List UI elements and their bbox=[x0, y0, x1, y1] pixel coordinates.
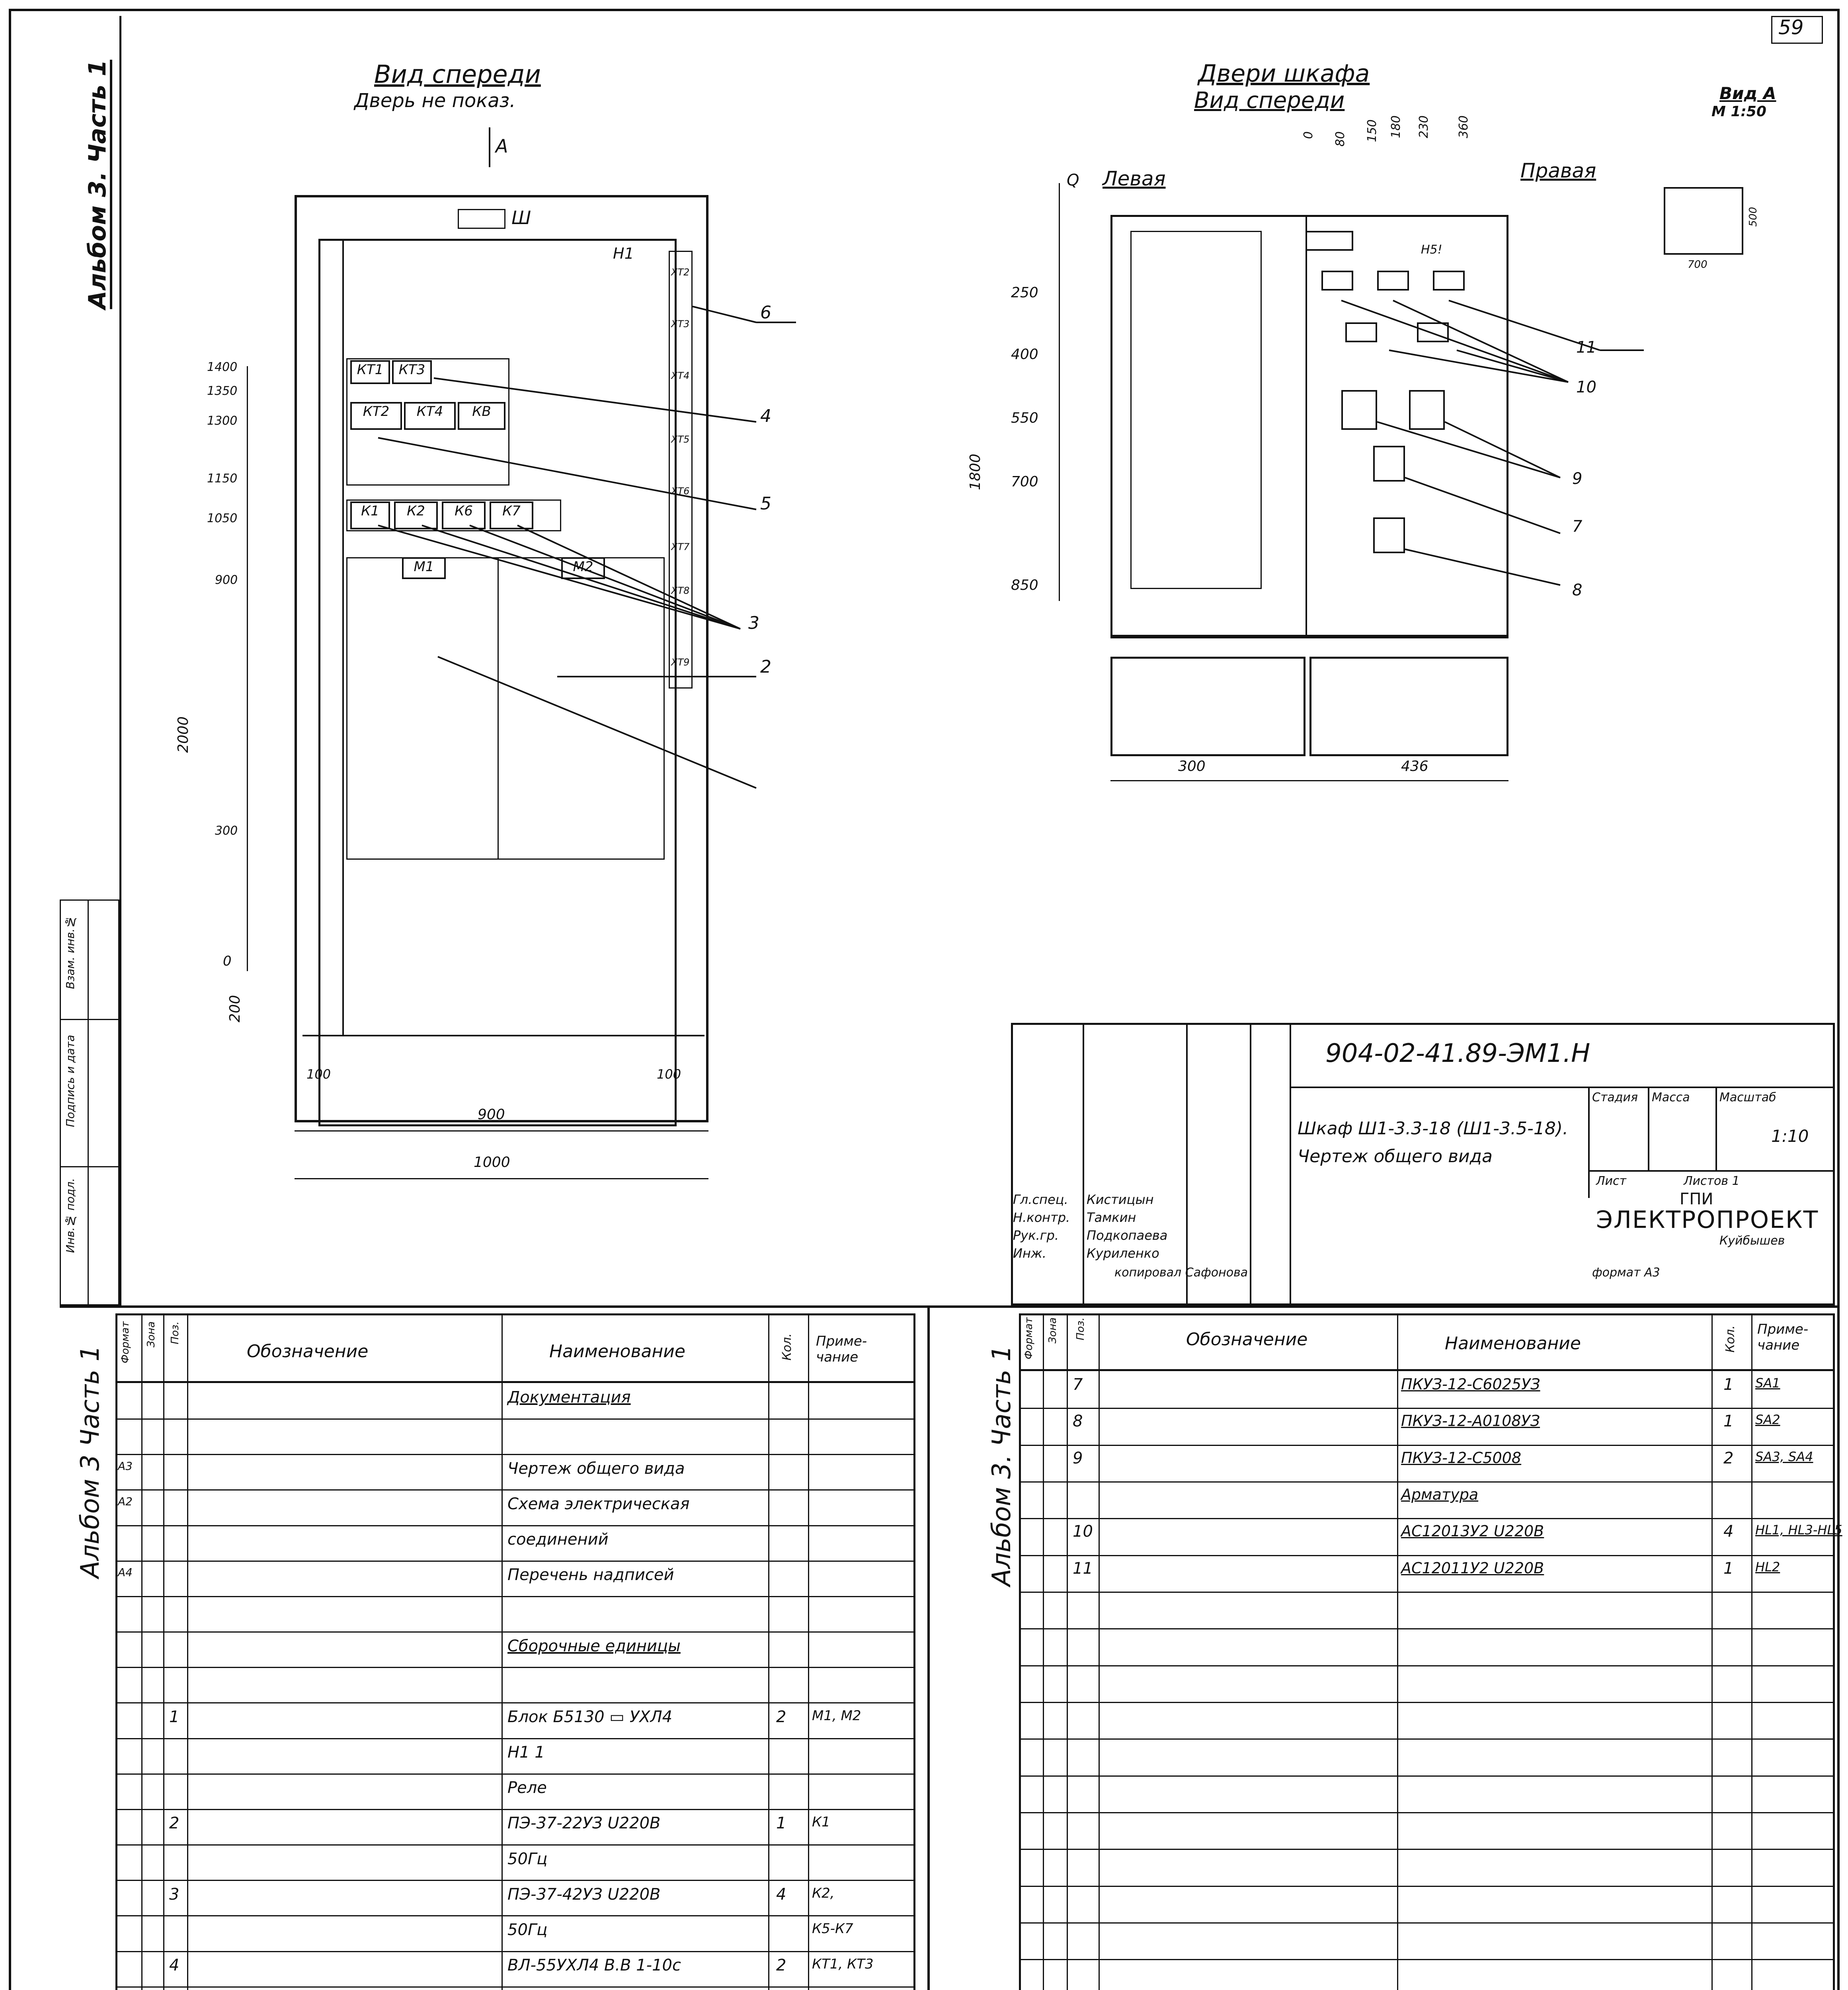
door-level-550: 550 bbox=[1011, 410, 1038, 426]
spec-right-h-qty: Кол. bbox=[1723, 1325, 1737, 1353]
terminal-5: ХТ6 bbox=[671, 486, 690, 497]
table-row bbox=[115, 1631, 915, 1668]
panel-label: Н1 bbox=[613, 245, 634, 262]
door-callout-8: 8 bbox=[1572, 581, 1583, 599]
door-left-panel bbox=[1130, 231, 1262, 589]
spec-right-h-zone: Зона bbox=[1047, 1317, 1059, 1344]
top-stamp-copied: копировал Сафонова bbox=[1114, 1266, 1248, 1280]
top-stamp-col1 bbox=[1083, 1023, 1084, 1305]
table-row bbox=[115, 1596, 915, 1633]
table-cell-format: А3 bbox=[118, 1459, 133, 1473]
table-row bbox=[115, 1490, 915, 1526]
view-a-label: Вид А bbox=[1719, 84, 1776, 103]
spec-left-h-zone: Зона bbox=[145, 1321, 157, 1348]
top-stamp-col3 bbox=[1250, 1023, 1251, 1305]
terminal-6: ХТ7 bbox=[671, 541, 690, 552]
table-cell-name: Документация bbox=[507, 1388, 631, 1407]
level-0: 0 bbox=[223, 953, 232, 969]
top-side-stamp-div1 bbox=[60, 1019, 119, 1020]
relay-k2: К2 bbox=[394, 501, 438, 529]
door-break-line bbox=[1110, 637, 1508, 638]
table-cell-pos: 9 bbox=[1073, 1449, 1083, 1467]
top-stamp-sheets: Листов 1 bbox=[1684, 1174, 1740, 1188]
level-1400: 1400 bbox=[207, 360, 238, 374]
table-cell-name: Чертеж общего вида bbox=[507, 1459, 685, 1478]
table-cell-note: HL2 bbox=[1755, 1559, 1780, 1574]
top-stamp-role-4: Инж. bbox=[1013, 1246, 1046, 1261]
table-cell-note: КТ1, КТ3 bbox=[812, 1956, 874, 1972]
relay-kv: КВ bbox=[458, 402, 505, 430]
top-stamp-row1 bbox=[1290, 1087, 1835, 1088]
terminal-3: ХТ4 bbox=[671, 370, 690, 381]
terminal-8: ХТ9 bbox=[671, 657, 690, 668]
level-300: 300 bbox=[215, 824, 238, 838]
table-cell-name: 50Гц bbox=[507, 1850, 548, 1868]
spec-right-h-name: Наименование bbox=[1445, 1333, 1581, 1354]
table-row bbox=[1019, 1886, 1835, 1924]
view-a-width: 700 bbox=[1688, 259, 1707, 271]
door-lower-right bbox=[1309, 657, 1508, 756]
table-cell-name: Арматура bbox=[1401, 1486, 1479, 1504]
top-stamp-title-1: Шкаф Ш1-3.3-18 (Ш1-3.5-18). bbox=[1298, 1118, 1569, 1139]
spec-left-h-qty: Кол. bbox=[780, 1333, 794, 1361]
table-cell-qty: 2 bbox=[776, 1956, 786, 1975]
callout-2: 2 bbox=[760, 657, 771, 677]
door-callout-10: 10 bbox=[1576, 378, 1596, 396]
table-cell-pos: 8 bbox=[1073, 1412, 1083, 1431]
relay-kt4: КТ4 bbox=[404, 402, 456, 430]
table-row bbox=[1019, 1371, 1835, 1409]
table-cell-note: М1, М2 bbox=[812, 1707, 861, 1724]
table-row bbox=[115, 1951, 915, 1988]
top-stamp-mass: Масса bbox=[1652, 1091, 1690, 1104]
table-row bbox=[115, 1773, 915, 1810]
top-stamp-col4 bbox=[1290, 1023, 1291, 1305]
cabinet-top-label: Ш bbox=[511, 207, 531, 228]
door-callout-9: 9 bbox=[1572, 470, 1583, 488]
top-stamp-role-2: Н.контр. bbox=[1013, 1210, 1070, 1225]
table-cell-name: Схема электрическая bbox=[507, 1494, 690, 1513]
table-cell-note: SA2 bbox=[1755, 1412, 1780, 1428]
top-side-label: Альбом 3. Часть 1 bbox=[84, 60, 111, 309]
door-callout-11: 11 bbox=[1576, 338, 1596, 357]
callout-4: 4 bbox=[760, 406, 771, 426]
terminal-4: ХТ5 bbox=[671, 434, 690, 445]
top-stamp-name-3: Подкопаева bbox=[1087, 1228, 1168, 1243]
top-stamp-format: формат А3 bbox=[1592, 1266, 1660, 1280]
table-cell-qty: 1 bbox=[1723, 1375, 1734, 1394]
table-row bbox=[115, 1418, 915, 1455]
table-row bbox=[115, 1667, 915, 1703]
door-level-axis bbox=[1059, 183, 1060, 601]
top-side-stamp-label-1: Инв.№ подл. bbox=[64, 1178, 77, 1253]
table-cell-qty: 2 bbox=[776, 1707, 786, 1726]
block-m2: М2 bbox=[561, 557, 605, 579]
relay-kt3: КТ3 bbox=[392, 360, 432, 384]
q-label: Q bbox=[1067, 171, 1079, 189]
top-stamp-scale-value: 1:10 bbox=[1771, 1126, 1809, 1146]
level-1150: 1150 bbox=[207, 472, 238, 486]
table-row bbox=[1019, 1775, 1835, 1813]
dim-side-left: 100 bbox=[306, 1067, 331, 1082]
table-cell-pos: 7 bbox=[1073, 1375, 1083, 1394]
door-dim-300: 300 bbox=[1178, 758, 1206, 775]
table-row bbox=[1019, 1481, 1835, 1519]
top-stamp-col2 bbox=[1186, 1023, 1188, 1305]
arrow-a-label: А bbox=[496, 135, 508, 157]
table-row bbox=[115, 1454, 915, 1491]
terminal-7: ХТ8 bbox=[671, 585, 690, 596]
spec-left-side-label: Альбом 3 Часть 1 bbox=[76, 1345, 105, 1578]
table-cell-format: А4 bbox=[118, 1566, 133, 1579]
right-door-label: Правая bbox=[1520, 159, 1596, 182]
table-row bbox=[115, 1703, 915, 1739]
spec-right-h-format: Формат bbox=[1023, 1317, 1035, 1360]
top-mark-0: 0 bbox=[1302, 131, 1315, 139]
doors-subtitle: Вид спереди bbox=[1194, 88, 1345, 113]
table-cell-qty: 4 bbox=[776, 1885, 786, 1904]
table-row bbox=[1019, 1555, 1835, 1593]
dim-height-2000: 2000 bbox=[175, 716, 191, 753]
spec-right-h-desig: Обозначение bbox=[1186, 1329, 1308, 1350]
split-horizontal bbox=[60, 1305, 1839, 1308]
table-cell-name: АС12011У2 U220В bbox=[1401, 1559, 1544, 1577]
top-mark-80: 80 bbox=[1333, 131, 1347, 147]
top-stamp-role-1: Гл.спец. bbox=[1013, 1192, 1068, 1207]
table-row bbox=[115, 1880, 915, 1916]
callout-3: 3 bbox=[748, 613, 759, 633]
table-cell-pos: 10 bbox=[1073, 1522, 1093, 1541]
table-row bbox=[1019, 1445, 1835, 1483]
level-1300: 1300 bbox=[207, 414, 238, 428]
block-m1: М1 bbox=[402, 557, 446, 579]
top-stamp-name-4: Куриленко bbox=[1087, 1246, 1159, 1261]
spec-left-rows bbox=[115, 1383, 915, 1990]
top-side-stamp-label-2: Подпись и дата bbox=[64, 1035, 77, 1127]
table-cell-name: ПЭ-37-42УЗ U220В bbox=[507, 1885, 661, 1904]
top-side-stamp-div2 bbox=[60, 1166, 119, 1167]
front-view-subtitle: Дверь не показ. bbox=[354, 90, 516, 112]
spec-right-h-pos: Поз. bbox=[1075, 1317, 1087, 1340]
table-cell-name: Сборочные единицы bbox=[507, 1637, 681, 1655]
top-mark-230: 230 bbox=[1417, 115, 1431, 139]
table-cell-note: HL1, HL3-HL5 bbox=[1755, 1522, 1842, 1538]
door-level-400: 400 bbox=[1011, 346, 1038, 363]
table-cell-qty: 2 bbox=[1723, 1449, 1734, 1467]
table-row bbox=[1019, 1518, 1842, 1556]
spec-right-h-note: Приме-чание bbox=[1757, 1321, 1809, 1353]
spec-left-h-note: Приме-чание bbox=[816, 1333, 867, 1365]
view-a-height: 500 bbox=[1747, 207, 1759, 227]
top-stamp-org-city: Куйбышев bbox=[1719, 1234, 1785, 1248]
table-cell-name: соединений bbox=[507, 1530, 609, 1549]
spec-left-h-format: Формат bbox=[119, 1321, 131, 1364]
top-stamp-name-2: Тамкин bbox=[1087, 1210, 1136, 1225]
page-number: 59 bbox=[1778, 16, 1804, 39]
spec-left-h-name: Наименование bbox=[549, 1341, 685, 1362]
terminal-1: ХТ2 bbox=[671, 267, 690, 278]
view-a-box bbox=[1664, 187, 1743, 255]
table-cell-format: А2 bbox=[118, 1494, 133, 1508]
top-stamp-sheet: Лист bbox=[1596, 1174, 1627, 1188]
table-cell-name: ПКУЗ-12-С6025УЗ bbox=[1401, 1375, 1540, 1393]
top-stamp-org-2: ЭЛЕКТРОПРОЕКТ bbox=[1596, 1206, 1819, 1234]
table-cell-name: Блок Б5130 ▭ УХЛ4 bbox=[507, 1707, 673, 1726]
level-1350: 1350 bbox=[207, 384, 238, 398]
top-side-stamp-col bbox=[88, 899, 89, 1305]
top-mark-360: 360 bbox=[1457, 115, 1471, 139]
door-dim-1800: 1800 bbox=[967, 454, 984, 490]
top-mark-180: 180 bbox=[1389, 115, 1403, 139]
table-cell-name: АС12013У2 U220В bbox=[1401, 1522, 1544, 1540]
table-row bbox=[115, 1809, 915, 1846]
table-row bbox=[115, 1383, 915, 1420]
relay-k7: К7 bbox=[490, 501, 533, 529]
table-cell-name: Реле bbox=[507, 1779, 547, 1797]
table-row bbox=[1019, 1922, 1835, 1960]
table-row bbox=[115, 1561, 915, 1597]
table-cell-note: К5-К7 bbox=[812, 1920, 853, 1937]
callout-6: 6 bbox=[760, 302, 771, 323]
table-cell-name: ПКУЗ-12-А0108УЗ bbox=[1401, 1412, 1540, 1430]
front-view-title: Вид спереди bbox=[374, 60, 541, 89]
door-callout-leaders bbox=[1306, 199, 1664, 637]
top-stamp-org-1: ГПИ bbox=[1680, 1190, 1713, 1208]
table-row bbox=[1019, 1959, 1835, 1990]
top-stamp-mass-col bbox=[1648, 1087, 1649, 1170]
top-stamp-code: 904-02-41.89-ЭМ1.Н bbox=[1325, 1039, 1590, 1068]
top-stamp-scale-col bbox=[1715, 1087, 1717, 1170]
table-row bbox=[1019, 1849, 1835, 1887]
table-row bbox=[115, 1844, 915, 1881]
spec-left-h-pos: Поз. bbox=[169, 1321, 181, 1344]
table-cell-name: Перечень надписей bbox=[507, 1566, 674, 1584]
left-door-label: Левая bbox=[1103, 167, 1166, 190]
table-cell-pos: 11 bbox=[1073, 1559, 1093, 1578]
table-cell-pos: 4 bbox=[169, 1956, 180, 1975]
table-row bbox=[1019, 1628, 1835, 1666]
dim-line-900 bbox=[295, 1130, 708, 1132]
table-row bbox=[1019, 1812, 1835, 1850]
spec-right-rows bbox=[1019, 1371, 1842, 1990]
table-cell-note: К1 bbox=[812, 1814, 830, 1830]
table-row bbox=[1019, 1665, 1835, 1703]
top-stamp-scale: Масштаб bbox=[1719, 1091, 1776, 1104]
dim-bottom-200: 200 bbox=[227, 995, 243, 1022]
top-stamp-stage-col bbox=[1588, 1087, 1590, 1198]
door-level-700: 700 bbox=[1011, 474, 1038, 490]
terminal-2: ХТ3 bbox=[671, 318, 690, 330]
relay-kt1: КТ1 bbox=[350, 360, 390, 384]
top-side-stamp-label-3: Взам. инв.№ bbox=[64, 915, 77, 989]
callout-leaders bbox=[0, 0, 796, 796]
dim-outer-width: 1000 bbox=[474, 1154, 510, 1171]
relay-k6: К6 bbox=[442, 501, 486, 529]
top-stamp-row2 bbox=[1588, 1170, 1835, 1172]
view-a-scale: М 1:50 bbox=[1711, 103, 1766, 120]
table-cell-note: SA1 bbox=[1755, 1375, 1780, 1391]
table-row bbox=[1019, 1738, 1835, 1776]
level-1050: 1050 bbox=[207, 511, 238, 525]
table-cell-qty: 1 bbox=[1723, 1412, 1734, 1431]
table-cell-pos: 3 bbox=[169, 1885, 180, 1904]
cabinet-inner-bottom bbox=[302, 1035, 704, 1036]
door-dim-436: 436 bbox=[1401, 758, 1428, 775]
callout-5: 5 bbox=[760, 494, 771, 514]
table-row bbox=[1019, 1408, 1835, 1446]
table-row bbox=[1019, 1702, 1835, 1740]
door-lower-left bbox=[1110, 657, 1306, 756]
door-dim-line bbox=[1110, 780, 1508, 781]
table-row bbox=[1019, 1592, 1835, 1629]
spec-right-side-label: Альбом 3. Часть 1 bbox=[987, 1345, 1017, 1586]
table-cell-pos: 2 bbox=[169, 1814, 180, 1833]
table-cell-note: К2, bbox=[812, 1885, 835, 1901]
table-cell-qty: 1 bbox=[776, 1814, 786, 1833]
table-cell-pos: 1 bbox=[169, 1707, 180, 1726]
table-cell-name: ВЛ-55УХЛ4 В.В 1-10с bbox=[507, 1956, 681, 1975]
top-stamp-role-3: Рук.гр. bbox=[1013, 1228, 1059, 1243]
table-cell-name: Н1 1 bbox=[507, 1743, 545, 1762]
table-cell-qty: 1 bbox=[1723, 1559, 1734, 1578]
table-cell-name: ПКУЗ-12-С5008 bbox=[1401, 1449, 1522, 1467]
table-row bbox=[115, 1738, 915, 1775]
dim-line-1000 bbox=[295, 1178, 708, 1179]
dim-side-right: 100 bbox=[657, 1067, 681, 1082]
spec-left-h-desig: Обозначение bbox=[247, 1341, 369, 1362]
relay-kt2: КТ2 bbox=[350, 402, 402, 430]
level-900: 900 bbox=[215, 573, 238, 587]
table-row bbox=[115, 1916, 915, 1952]
table-cell-qty: 4 bbox=[1723, 1522, 1734, 1541]
table-cell-name: 50Гц bbox=[507, 1920, 548, 1939]
table-row bbox=[115, 1525, 915, 1562]
doors-title: Двери шкафа bbox=[1198, 60, 1370, 88]
split-vertical bbox=[927, 1305, 930, 1990]
door-level-250: 250 bbox=[1011, 285, 1038, 301]
lamp-label: Н5! bbox=[1421, 243, 1442, 257]
top-stamp-name-1: Кистицын bbox=[1087, 1192, 1154, 1207]
dim-inner-width: 900 bbox=[478, 1106, 505, 1123]
table-cell-name: ПЭ-37-22УЗ U220В bbox=[507, 1814, 661, 1833]
top-stamp-stage: Стадия bbox=[1592, 1091, 1638, 1104]
top-mark-150: 150 bbox=[1365, 119, 1379, 142]
table-row bbox=[115, 1986, 915, 1990]
table-cell-note: SA3, SA4 bbox=[1755, 1449, 1813, 1464]
door-callout-7: 7 bbox=[1572, 517, 1583, 536]
door-level-850: 850 bbox=[1011, 577, 1038, 593]
relay-k1: К1 bbox=[350, 501, 390, 529]
top-stamp-title-2: Чертеж общего вида bbox=[1298, 1146, 1493, 1167]
